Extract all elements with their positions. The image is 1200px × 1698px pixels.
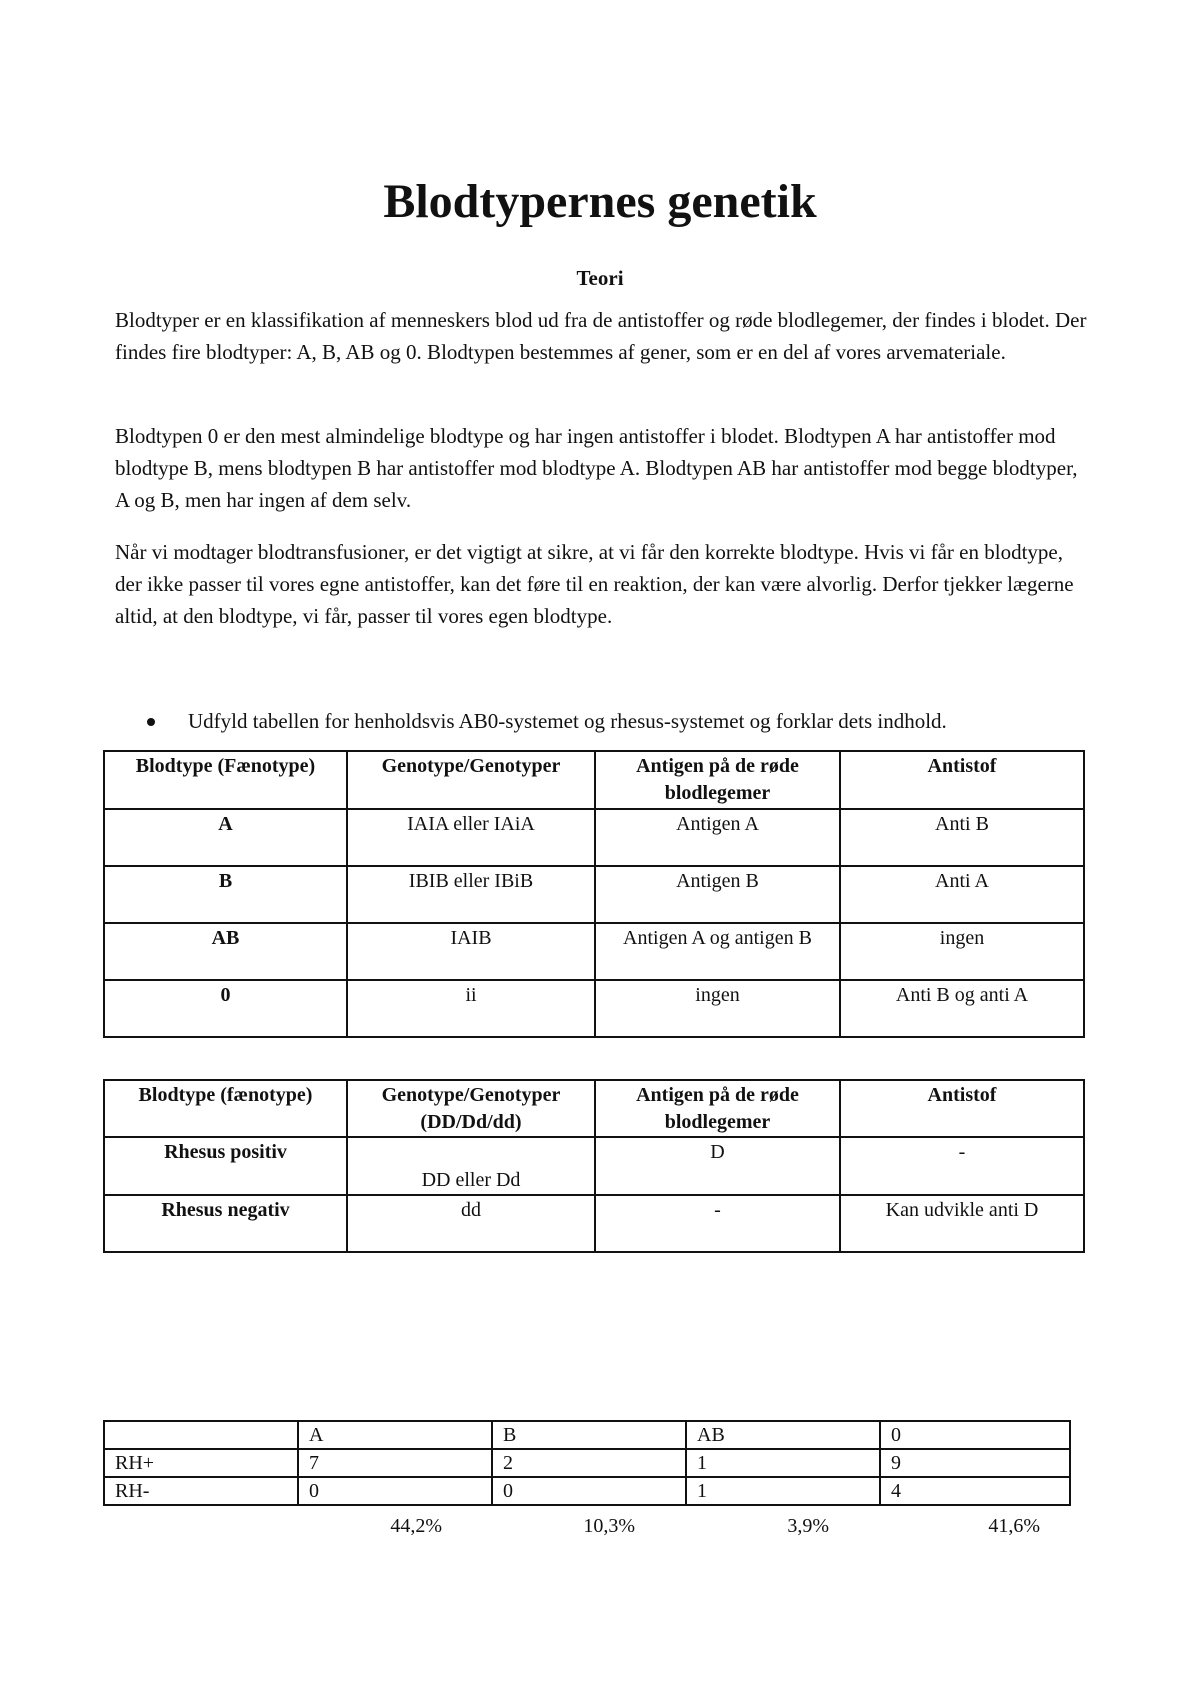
table-cell: Anti B og anti A [840, 980, 1084, 1037]
table-cell: DD eller Dd [347, 1137, 595, 1195]
table-cell: 4 [880, 1477, 1070, 1505]
table-cell: Rhesus positiv [104, 1137, 347, 1195]
header-cell: Antistof [840, 751, 1084, 809]
header-cell: Antigen på de røde blodlegemer [595, 751, 840, 809]
table-cell: Antigen A og antigen B [595, 923, 840, 980]
table-cell: ii [347, 980, 595, 1037]
table-cell: ingen [840, 923, 1084, 980]
rhesus-system-table [103, 1079, 1085, 1253]
table-cell: 0 [298, 1477, 492, 1505]
table-row [104, 1195, 1084, 1252]
table-cell: Antigen A [595, 809, 840, 866]
table-cell: Anti B [840, 809, 1084, 866]
bullet-icon [147, 718, 155, 726]
table-cell: B [492, 1421, 686, 1449]
table-cell [104, 1421, 298, 1449]
table-cell: RH+ [104, 1449, 298, 1477]
header-cell: Blodtype (Fænotype) [104, 751, 347, 809]
paragraph-antibodies: Blodtypen 0 er den mest almindelige blodtype og har ingen antistoffer i blodet. Blodtypen A har antistoffer mod blodtype B, mens blodtypen B har antistoffer mod blodtype A. Blodtypen AB har antistoffer mod begge blodtyper, A og B, men har ingen af dem selv. [115, 424, 1078, 512]
table-cell: 0 [104, 980, 347, 1037]
table-cell: 9 [880, 1449, 1070, 1477]
percentage-b: 10,3% [583, 1515, 635, 1537]
table-cell: AB [104, 923, 347, 980]
table-row [104, 866, 1084, 923]
table-row [104, 1137, 1084, 1195]
table-row [104, 923, 1084, 980]
header-cell: Antistof [840, 1080, 1084, 1137]
table-cell: 0 [492, 1477, 686, 1505]
table-cell: RH- [104, 1477, 298, 1505]
table-cell: B [104, 866, 347, 923]
table-cell: Antigen B [595, 866, 840, 923]
table-cell: A [104, 809, 347, 866]
table-row [104, 980, 1084, 1037]
percentage-a: 44,2% [390, 1515, 442, 1537]
table-cell: 1 [686, 1477, 880, 1505]
header-cell: Blodtype (fænotype) [104, 1080, 347, 1137]
table-cell: D [595, 1137, 840, 1195]
table-cell: AB [686, 1421, 880, 1449]
table-cell: 0 [880, 1421, 1070, 1449]
table-row [104, 809, 1084, 866]
abo-system-table [103, 750, 1085, 1038]
table-cell: IBIB eller IBiB [347, 866, 595, 923]
header-cell: Antigen på de røde blodlegemer [595, 1080, 840, 1137]
table-cell: 2 [492, 1449, 686, 1477]
table-row [104, 1449, 1070, 1477]
header-cell: Genotype/Genotyper (DD/Dd/dd) [347, 1080, 595, 1137]
table-cell: 7 [298, 1449, 492, 1477]
table-row [104, 1477, 1070, 1505]
table-cell: 1 [686, 1449, 880, 1477]
table-cell: ingen [595, 980, 840, 1037]
blood-type-count-table [103, 1420, 1071, 1506]
bullet-text: Udfyld tabellen for henholdsvis AB0-systemet og rhesus-systemet og forklar dets indhold. [188, 709, 947, 733]
table-cell: IAIB [347, 923, 595, 980]
table-cell: Kan udvikle anti D [840, 1195, 1084, 1252]
percentage-0: 41,6% [988, 1515, 1040, 1537]
table-header-row [104, 751, 1084, 809]
table-cell: - [840, 1137, 1084, 1195]
table-cell: dd [347, 1195, 595, 1252]
table-cell: IAIA eller IAiA [347, 809, 595, 866]
page-title: Blodtypernes genetik [383, 175, 817, 228]
header-cell: Genotype/Genotyper [347, 751, 595, 809]
paragraph-intro: Blodtyper er en klassifikation af menneskers blod ud fra de antistoffer og røde blodlegemer, der findes i blodet. Der findes fire blodtyper: A, B, AB og 0. Blodtypen bestemmes af gener, som er en del af vores arvemateriale. [115, 308, 1087, 364]
table-cell: - [595, 1195, 840, 1252]
table-cell: Anti A [840, 866, 1084, 923]
section-heading: Teori [576, 266, 624, 290]
table-header-row [104, 1080, 1084, 1137]
table-cell: Rhesus negativ [104, 1195, 347, 1252]
table-header-row [104, 1421, 1070, 1449]
paragraph-transfusion: Når vi modtager blodtransfusioner, er det vigtigt at sikre, at vi får den korrekte blodtype. Hvis vi får en blodtype, der ikke passer til vores egne antistoffer, kan det føre til en reaktion, der kan være alvorlig. Derfor tjekker lægerne altid, at den blodtype, vi får, passer til vores egen blodtype. [115, 540, 1074, 628]
percentage-ab: 3,9% [787, 1515, 829, 1537]
table-cell: A [298, 1421, 492, 1449]
